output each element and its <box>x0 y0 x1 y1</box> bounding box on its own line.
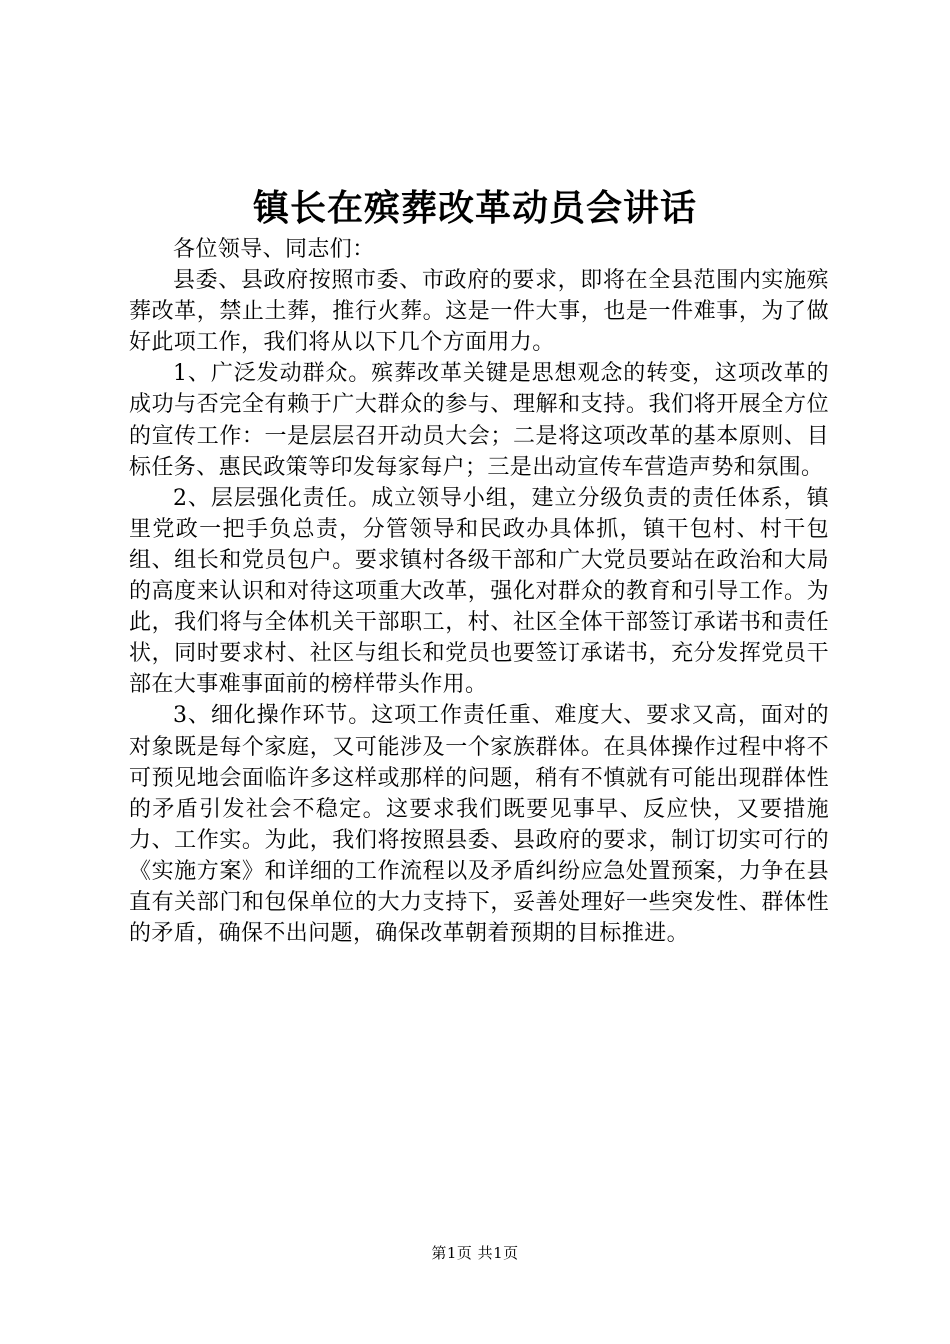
point-1-paragraph: 1、广泛发动群众。殡葬改革关键是思想观念的转变，这项改革的成功与否完全有赖于广大群众的参与、理解和支持。我们将开展全方位的宣传工作：一是层层召开动员大会；二是将这项改革的基本原则、目标任务、惠民政策等印发每家每户；三是出动宣传车营造声势和氛围。 <box>129 361 829 480</box>
intro-paragraph: 县委、县政府按照市委、市政府的要求，即将在全县范围内实施殡葬改革，禁止土葬，推行火葬。这是一件大事，也是一件难事，为了做好此项工作，我们将从以下几个方面用力。 <box>129 268 829 356</box>
salutation-paragraph: 各位领导、同志们： <box>173 237 375 262</box>
document-body <box>129 234 829 949</box>
document-title: 镇长在殡葬改革动员会讲话 <box>252 187 697 229</box>
point-2-paragraph: 2、层层强化责任。成立领导小组，建立分级负责的责任体系，镇里党政一把手负总责，分管领导和民政办具体抓，镇干包村、村干包组、组长和党员包户。要求镇村各级干部和广大党员要站在政治和大局的高度来认识和对待这项重大改革，强化对群众的教育和引导工作。为此，我们将与全体机关干部职工，村、社区全体干部签订承诺书和责任状，同时要求村、社区与组长和党员也要签订承诺书，充分发挥党员干部在大事难事面前的榜样带头作用。 <box>129 485 829 698</box>
point-3-paragraph: 3、细化操作环节。这项工作责任重、难度大、要求又高，面对的对象既是每个家庭，又可能涉及一个家族群体。在具体操作过程中将不可预见地会面临许多这样或那样的问题，稍有不慎就有可能出现群体性的矛盾引发社会不稳定。这要求我们既要见事早、反应快，又要措施力、工作实。为此，我们将按照县委、县政府的要求，制订切实可行的《实施方案》和详细的工作流程以及矛盾纠纷应急处置预案，力争在县直有关部门和包保单位的大力支持下，妥善处理好一些突发性、群体性的矛盾，确保不出问题，确保改革朝着预期的目标推进。 <box>129 703 829 947</box>
page-footer: 第1页 共1页 <box>431 1244 519 1262</box>
